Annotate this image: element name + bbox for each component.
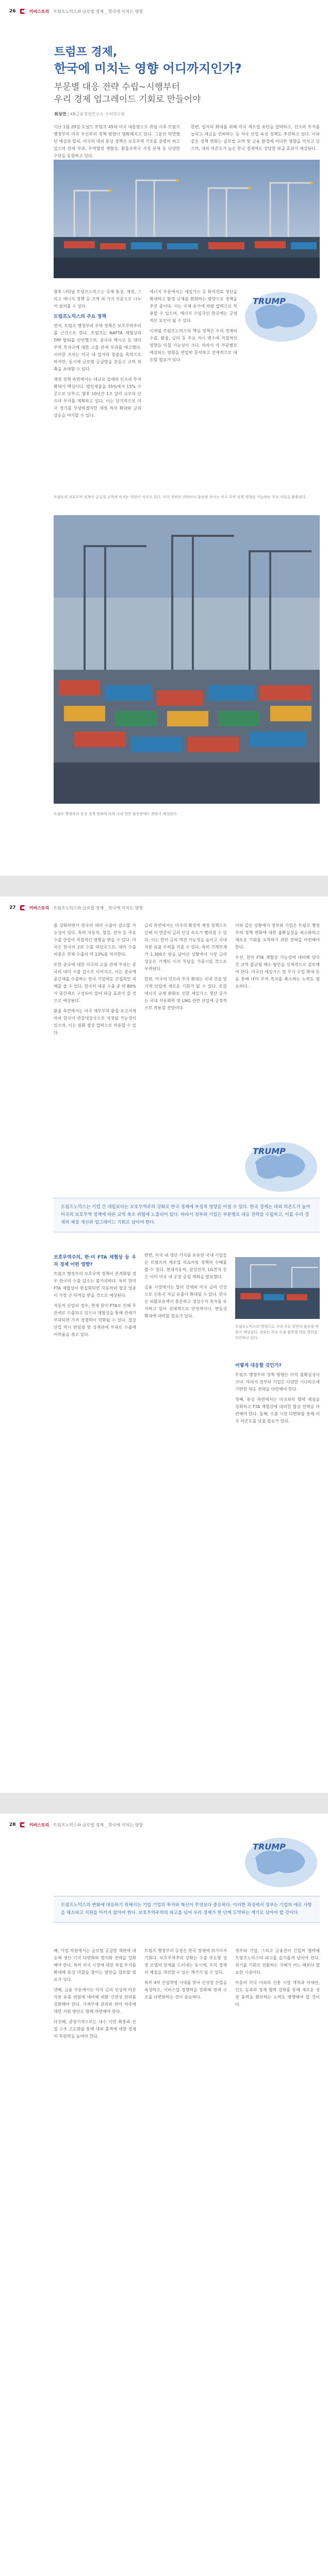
paragraph: 재정 정책 측면에서는 대규모 감세와 인프라 투자 확대가 핵심이다. 법인세율을 35%에서 15% 수준으로 낮추고, 향후 10년간 1조 달러 규모의 인프라 투자를 계획하고 있다. 이는 단기적으로 미국 경기를 부양하겠지만 재정 적자 확대와 금리 상승을 야기할 수 있다. [54, 377, 141, 418]
body-column [54, 289, 141, 422]
body-column [54, 922, 136, 1040]
article-subhead-2: 우리 경제 업그레이드 기회로 만들어야 [54, 94, 201, 105]
article-subhead-1: 부문별 대응 전략 수립~시행부터 [54, 82, 180, 92]
magazine-logo-icon [20, 9, 25, 14]
paragraph: 이처럼 트럼프노믹스의 핵심 정책은 우리 경제의 수출, 환율, 금리 등 주요 거시 변수에 직접적인 영향을 미칠 가능성이 크다. 따라서 각 부문별로 예상되는 영향을 면밀히 분석하고 선제적으로 대응할 필요가 있다. [150, 329, 237, 362]
callout-box: 트럼프노믹스는 기업 간 대립보다는 보호무역주의 강화로 한국 경제에 부정적 영향을 미칠 수 있다. 한국 경제는 대외 의존도가 높아 미국의 보호무역 정책에 따른 교역 축소 위험에 노출되어 있다. 따라서 정부와 기업은 부문별로 대응 전략을 수립하고, 이를 우리 경제의 체질 개선과 업그레이드 기회로 삼아야 한다. [54, 1198, 320, 1232]
paragraph: 이와 같은 상황에서 정부와 기업은 트럼프 행정부의 정책 변화에 대한 불확실성을 최소화하고 새로운 기회를 포착하기 위한 전략을 마련해야 한다. [235, 923, 320, 950]
body-column [144, 1252, 227, 1323]
running-head [9, 904, 319, 912]
page-gap [0, 1793, 328, 1814]
port-photo-caption: 트럼프 행정부의 통상 정책 변화에 따라 국내 항만 물동량에도 변화가 예상된다. [54, 812, 178, 816]
breadcrumb: 트럼프노믹스와 글로벌 경제 _ 한국에 미치는 영향 [53, 905, 143, 910]
paragraph: 향후 나타날 트럼프노믹스는 국제 통상, 재정, 그리고 에너지 정책 등 크게 세 가지 부문으로 나누어 살펴볼 수 있다. [54, 290, 141, 309]
body-column [191, 124, 320, 156]
page-spread-2 [0, 896, 328, 1793]
section-label: 커버스토리 [29, 1822, 50, 1827]
paragraph: 째, 기업 차원에서는 글로벌 공급망 재편에 대응해 생산 기지 다변화와 현지화 전략을 강화해야 한다. 특히 미국 시장에 대한 직접 투자를 확대해 통상 마찰을 줄이는 방안을 검토할 필요가 있다. [54, 1948, 136, 1982]
globe-illustration-icon [242, 289, 320, 345]
paragraph: 한편, 일자리 확대를 위해 미국 제조업 유턴을 압박하고, 인프라 투자를 늘리고 세금을 인하하는 등 자국 산업 육성 정책도 추진하고 있다. 이와 같은 정책 변화는 글로벌 교역 및 금융 환경에 커다란 영향을 미치고 있으며, 대외 의존도가 높은 한국 경제에도 상당한 파급 효과가 예상된다. [191, 125, 320, 151]
page-number: 26 [9, 9, 16, 14]
article-headline: 한국에 미치는 영향 어디까지인가? [54, 61, 242, 76]
section-heading: 트럼프노믹스의 주요 정책 [54, 314, 106, 319]
paragraph: 넷째, 금융 부문에서는 미국 금리 인상에 따른 자본 유출 위험에 대비해 외환 건전성 관리를 강화해야 한다. 가계부채 관리와 취약 차주에 대한 지원 방안도 함께 마련해야 한다. [54, 1988, 136, 2014]
body-column [54, 124, 180, 163]
body-column [150, 289, 237, 367]
paragraph: 정부와 기업, 그리고 금융권이 긴밀히 협력해 트럼프노믹스의 파고를 슬기롭게 넘어야 한다. 위기를 기회로 전환하는 지혜가 어느 때보다 필요한 시점이다. [235, 1948, 320, 1975]
byline: 최상연 | KB금융경영연구소 수석연구원 [54, 112, 125, 116]
section-label: 커버스토리 [29, 905, 50, 910]
paragraph: 트럼프 행정부의 등장은 한국 경제에 위기이자 기회다. 보호무역주의 강화는 수출 주도형 성장 모델의 한계를 드러내는 동시에, 우리 경제의 체질을 개선할 수 있는 계기가 될 수 있다. [144, 1948, 227, 1975]
port-photo-small [235, 1257, 320, 1319]
body-column [235, 1360, 320, 1428]
body-column [235, 1947, 320, 2011]
paragraph: 특히 4차 산업혁명 시대를 맞아 신성장 산업을 육성하고, 서비스업 경쟁력을 강화해 경제 구조를 다변화하는 것이 중요하다. [144, 1980, 227, 1999]
svg-text:TRUMP: TRUMP [253, 1146, 286, 1156]
paragraph: 를 강화하면서 한국의 대미 수출이 감소할 가능성이 있다. 특히 자동차, 철강, 전자 등 주요 수출 산업이 직접적인 영향을 받을 수 있다. 미국은 한국의 2위 수출 대상국으로, 대미 수출 비중은 전체 수출의 약 13%를 차지한다. [54, 923, 136, 957]
paragraph: 다섯째, 중장기적으로는 내수 기반 확충과 산업 구조 고도화를 통해 대외 충격에 대한 경제의 복원력을 높여야 한다. [54, 2020, 136, 2039]
paragraph: 자동차 산업의 경우, 현재 한미 FTA로 인해 무관세로 수출되고 있으나 재협상을 통해 관세가 부과되면 가격 경쟁력이 약화될 수 있다. 철강 산업 역시 반덤핑 및 상계관세 부과로 수출에 어려움을 겪고 있다. [54, 1303, 136, 1337]
paragraph: 아울러 미국 이외의 신흥 시장 개척과 아세안, 인도 등과의 경제 협력 강화를 통해 새로운 성장 동력을 확보하는 노력도 병행해야 할 것이다. [235, 1980, 320, 2007]
callout-box: 트럼프노믹스의 변화에 대응하기 위해서는 기업 기업의 투자와 혁신이 무엇보다 중요하다. 이러한 과정에서 정부는 기업의 애로 사항을 해소하고 지원을 아끼지 않아야 한다. 보호무역주의의 파고를 넘어 우리 경제가 한 단계 도약하는 계기로 삼아야 할 것이다. [54, 1896, 320, 1923]
body-column [144, 922, 227, 1015]
section-heading: 어떻게 대응할 것인가? [235, 1363, 282, 1368]
body-column [235, 922, 320, 993]
byline-name: 최상연 [54, 112, 67, 116]
body-column [144, 1947, 227, 2004]
page-number: 27 [9, 905, 16, 910]
paragraph: 환율 측면에서는 미국 재무부의 환율 보고서에 따라 한국이 관찰대상국으로 지정될 가능성이 있으며, 이는 원화 절상 압력으로 작용할 수 있다. [54, 1009, 136, 1035]
body-column [54, 1947, 136, 2043]
paragraph: 우선, 한미 FTA 재협상 가능성에 대비해 양국 간 교역 불균형 해소 방안을 선제적으로 검토해야 한다. 미국산 셰일가스 및 무기 수입 확대 등을 통해 대미 무역 흑자를 축소하는 노력도 필요하다. [235, 955, 320, 989]
globe-illustration-icon [242, 1834, 320, 1891]
paragraph: 에너지 부문에서는 셰일가스 등 화석연료 생산을 확대하고 환경 규제를 완화하는 방향으로 정책을 추진 중이다. 이는 국제 유가에 하방 압력으로 작용할 수 있으며, 에너지 수입국인 한국에는 긍정적인 요인이 될 수 있다. [150, 290, 237, 323]
section-label: 커버스토리 [29, 9, 50, 14]
paragraph: 또한 중국에 대한 미국의 고율 관세 부과는 중국의 대미 수출 감소로 이어지고, 이는 중국에 중간재를 수출하는 한국 기업에도 간접적인 피해를 줄 수 있다. 한국의 대중 수출 중 약 80%가 중간재로 구성되어 있어 파급 효과가 클 것으로 예상된다. [54, 962, 136, 1003]
svg-text:TRUMP: TRUMP [253, 1842, 286, 1852]
running-head [9, 7, 319, 15]
page-gap [0, 876, 328, 896]
paragraph: 반면, 미국 내 생산 기지를 보유한 국내 기업들은 트럼프의 제조업 리쇼어링 정책의 수혜를 볼 수 있다. 현대자동차, 삼성전자, LG전자 등은 이미 미국 내 공장 증설 계획을 발표했다. [144, 1253, 227, 1279]
section-heading: 보호무역주의, 한·미 FTA 재협상 등 우리 경제 어떤 영향? [54, 1255, 136, 1267]
paragraph: 금융 시장에서는 달러 강세와 미국 금리 인상으로 신흥국 자금 유출이 확대될 수 있다. 한국은 외환보유액이 충분하고 경상수지 흑자를 유지하고 있어 상대적으로 안정적이나, 변동성 확대에 대비할 필요가 있다. [144, 1285, 227, 1318]
breadcrumb: 트럼프노믹스와 글로벌 경제 _ 한국에 미치는 영향 [53, 1822, 143, 1827]
paragraph: 금리 측면에서는 미국의 확장적 재정 정책으로 인해 미 연준의 금리 인상 속도가 빨라질 수 있다. 이는 한미 금리 역전 가능성을 높이고 국내 자본 유출 우려를 키울 수 있다. 특히 가계부채가 1,300조 원을 넘어선 상황에서 시장 금리 상승은 가계의 이자 부담을 가중시킬 것으로 우려된다. [144, 923, 227, 971]
paragraph: 첫째, 통상 측면에서는 미국과의 협력 채널을 강화하고 FTA 재협상에 대비한 협상 전략을 마련해야 한다. 둘째, 수출 시장 다변화를 통해 미국 의존도를 낮출 필요가 있다. [235, 1397, 320, 1423]
page-spread-1 [0, 0, 328, 876]
breadcrumb: 트럼프노믹스와 글로벌 경제 _ 한국에 미치는 영향 [53, 9, 143, 14]
container-port-photo [54, 515, 320, 804]
svg-text:TRUMP: TRUMP [253, 296, 286, 306]
photo-caption: 트럼프노믹스의 영향으로 국내 주요 항만의 물동량 변화가 예상된다. 정부는 주요 수출 품목별 대응 방안을 마련하고 있다. [235, 1325, 319, 1340]
page-spread-3 [0, 1814, 328, 2576]
magazine-logo-icon [20, 905, 25, 910]
body-column [54, 1252, 136, 1342]
hero-port-photo [54, 160, 320, 278]
paragraph: 한편, 미국의 인프라 투자 확대는 국내 건설 및 기계 산업에 새로운 기회가 될 수 있다. 또한 에너지 규제 완화로 인한 셰일가스 생산 증가는 국내 석유화학 및 LNG 관련 산업에 긍정적으로 작용할 전망이다. [144, 977, 227, 1010]
paragraph: 트럼프 행정부의 보호무역 정책이 본격화될 경우 한국의 수출 감소는 불가피하다. 특히 한미 FTA 재협상이 현실화되면 자동차와 철강 업종이 가장 큰 타격을 받을 것으로 예상된다. [54, 1272, 136, 1298]
byline-role: KB금융경영연구소 수석연구원 [70, 112, 125, 116]
paragraph: 지난 1월 20일 도널드 트럼프 45대 미국 대통령으로 취임 이후 트럼프 행정부의 미국 우선주의 정책 방향이 명확해지고 있다. 그동안 막연했던 예상과 달리, 미국의 대외 통상 정책은 보호무역 기조를 분명히 하고 있으며 관세 부과, 무역협정 재협상, 환율조작국 지정 문제 등 다양한 수단을 동원하고 있다. [54, 125, 180, 158]
magazine-logo-icon [20, 1822, 25, 1827]
running-head [9, 1821, 319, 1829]
globe-illustration-icon [242, 1139, 320, 1195]
paragraph: 먼저, 트럼프 행정부의 무역 정책은 보호무역주의를 근간으로 한다. 트럼프는 NAFTA 재협상과 TPP 탈퇴를 선언했으며, 중국과 멕시코 등 대미 무역 흑자국에 대한 고율 관세 부과를 예고했다. 이러한 조치는 미국 내 일자리 창출을 목적으로 하지만, 동시에 글로벌 공급망을 흔들고 교역 위축을 초래할 수 있다. [54, 324, 141, 371]
paragraph: 트럼프 행정부의 정책 방향은 아직 불확실성이 크다. 따라서 정부와 기업은 다양한 시나리오에 기반한 대응 전략을 마련해야 한다. [235, 1372, 320, 1392]
page-number: 28 [9, 1822, 16, 1827]
article-kicker: 트럼프 경제, [54, 46, 118, 59]
hero-photo-caption: 트럼프의 보호무역 정책이 글로벌 교역에 미치는 영향이 커지고 있다. 미국 항만의 컨테이너 물동량 추이는 미국 무역 정책 방향을 가늠하는 주요 지표로 활용된다. [54, 495, 307, 499]
